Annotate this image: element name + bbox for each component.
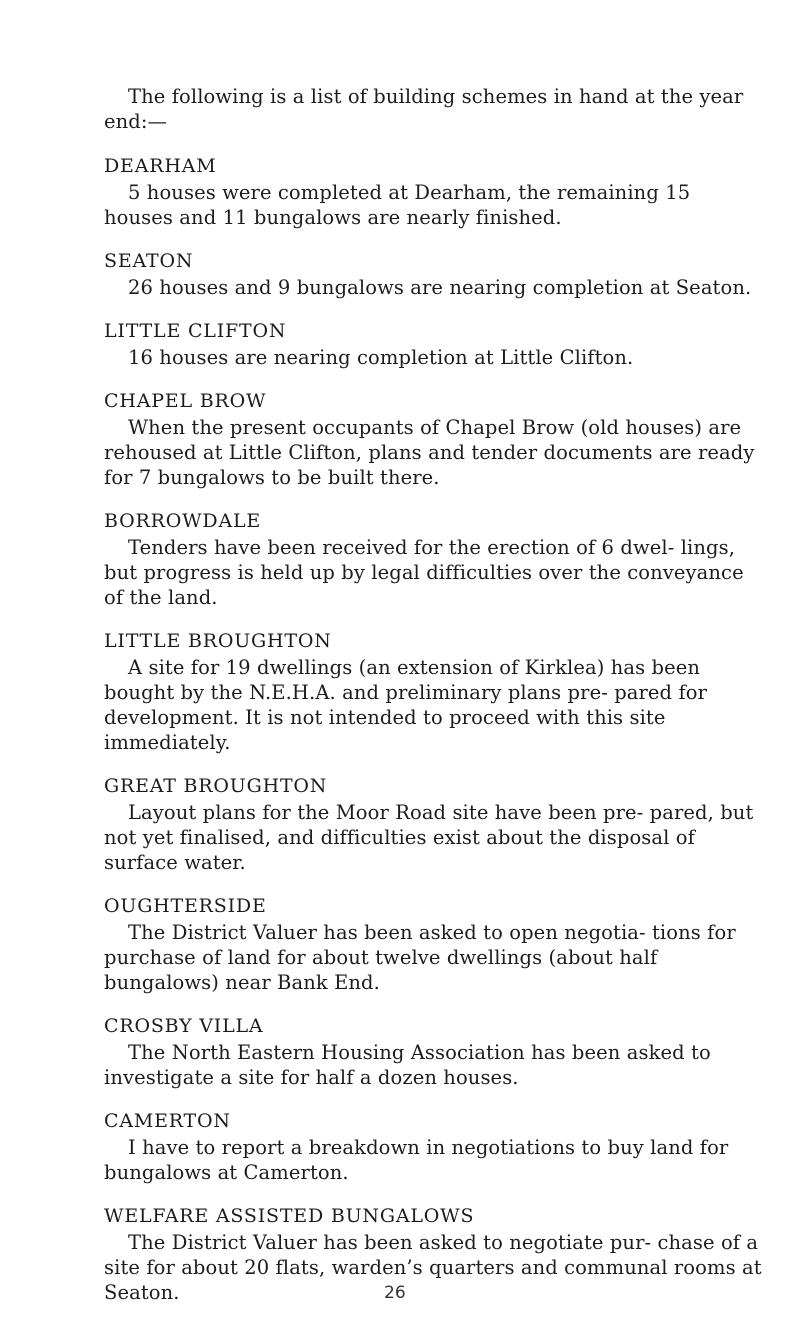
section-great-broughton <box>104 774 764 875</box>
section-text: The District Valuer has been asked to negotiate pur- chase of a site for about 20 flats, warden’s quarters and communal rooms at Seaton. <box>104 1231 762 1304</box>
section-oughterside <box>104 894 764 995</box>
section-heading: WELFARE ASSISTED BUNGALOWS <box>104 1205 475 1227</box>
document-page <box>104 84 764 1324</box>
section-heading: SEATON <box>104 250 194 272</box>
section-text: 16 houses are nearing completion at Little Clifton. <box>128 346 634 369</box>
section-heading: OUGHTERSIDE <box>104 895 267 917</box>
section-heading: GREAT BROUGHTON <box>104 775 328 797</box>
section-little-broughton <box>104 629 764 755</box>
section-heading: CHAPEL BROW <box>104 390 267 412</box>
section-text: 5 houses were completed at Dearham, the remaining 15 houses and 11 bungalows are nearly finished. <box>104 181 691 229</box>
section-heading: CROSBY VILLA <box>104 1015 264 1037</box>
section-heading: DEARHAM <box>104 155 217 177</box>
section-little-clifton <box>104 319 764 370</box>
section-text: The District Valuer has been asked to open negotia- tions for purchase of land for about twelve dwellings (about half bungalows) near Bank End. <box>104 921 736 994</box>
section-text: The North Eastern Housing Association has been asked to investigate a site for half a dozen houses. <box>104 1041 711 1089</box>
section-text: I have to report a breakdown in negotiations to buy land for bungalows at Camerton. <box>104 1136 729 1184</box>
intro-paragraph: The following is a list of building schemes in hand at the year end:— <box>104 85 744 133</box>
section-heading: LITTLE CLIFTON <box>104 320 287 342</box>
page-number: 26 <box>384 1283 406 1303</box>
section-heading: LITTLE BROUGHTON <box>104 630 332 652</box>
section-heading: CAMERTON <box>104 1110 231 1132</box>
section-camerton <box>104 1109 764 1185</box>
section-text: 26 houses and 9 bungalows are nearing completion at Seaton. <box>128 276 752 299</box>
section-crosby-villa <box>104 1014 764 1090</box>
section-chapel-brow <box>104 389 764 490</box>
section-heading: BORROWDALE <box>104 510 262 532</box>
section-text: When the present occupants of Chapel Brow (old houses) are rehoused at Little Clifton, plans and tender documents are ready for 7 bungalows to be built there. <box>104 416 755 489</box>
section-text: A site for 19 dwellings (an extension of Kirklea) has been bought by the N.E.H.A. and preliminary plans pre- pared for development. It is not intended to proceed with this site immediately. <box>104 656 708 754</box>
section-text: Layout plans for the Moor Road site have been pre- pared, but not yet finalised, and difficulties exist about the disposal of surface water. <box>104 801 754 874</box>
section-text: Tenders have been received for the erection of 6 dwel- lings, but progress is held up by legal difficulties over the conveyance of the land. <box>104 536 744 609</box>
section-dearham <box>104 154 764 230</box>
section-seaton <box>104 249 764 300</box>
section-borrowdale <box>104 509 764 610</box>
section-welfare-assisted-bungalows <box>104 1204 764 1305</box>
